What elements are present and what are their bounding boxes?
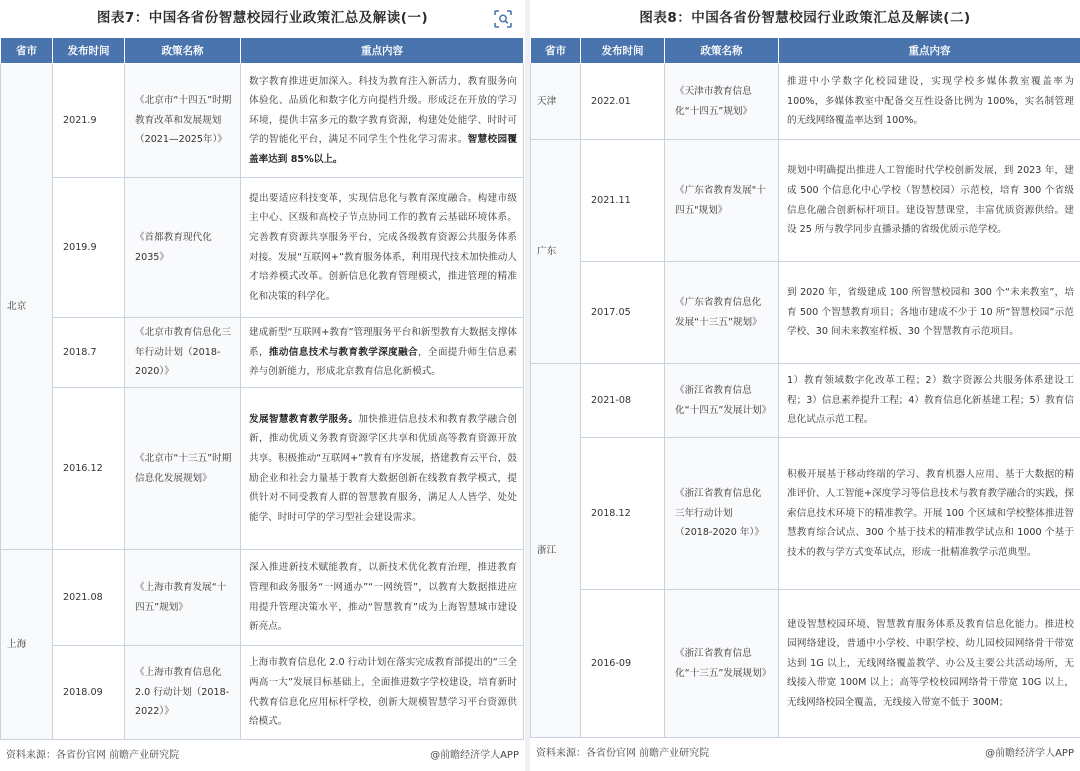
content-highlight: 发展智慧教育教学服务。 [249, 413, 359, 425]
content-cell: 提出要适应科技变革，实现信息化与教育深度融合。构建市级主中心、区级和高校子节点协同工作的教育云基础环境体系。完善教育资源共享服务平台，完成各级教育资源公共服务体系对接。发展“互联网+”教育服务体系，利用现代技术加快推动人才培养模式改革。创新信息化教育管理模式，推进管理的精准化和决策的科学化。 [241, 178, 524, 318]
policy-cell: 《浙江省教育信息化三年行动计划（2018-2020 年）》 [665, 438, 779, 590]
header-policy: 政策名称 [665, 38, 779, 64]
header-province: 省市 [531, 38, 581, 64]
header-policy: 政策名称 [125, 38, 241, 64]
header-content: 重点内容 [241, 38, 524, 64]
province-cell: 北京 [1, 64, 53, 550]
table-row [531, 262, 1080, 364]
right-figure-panel [530, 0, 1080, 771]
policy-cell: 《广东省教育信息化发展“十三五”规划》 [665, 262, 779, 364]
content-cell: 推进中小学数字化校园建设，实现学校多媒体教室覆盖率为 100%，多媒体教室中配备交互性设备比例为 100%，实名制管理的无线网络覆盖率达到 100%。 [779, 64, 1080, 140]
date-cell: 2021.9 [53, 64, 125, 178]
policy-cell: 《上海市教育发展“十四五”规划》 [125, 550, 241, 646]
date-cell: 2017.05 [581, 262, 665, 364]
table-row [1, 178, 524, 318]
brand-label: @前瞻经济学人APP [430, 750, 519, 761]
left-figure-panel [0, 0, 525, 771]
policy-cell: 《上海市教育信息化2.0 行动计划（2018-2022）》 [125, 646, 241, 740]
right-figure-title: 图表8：中国各省份智慧校园行业政策汇总及解读(二) [639, 10, 971, 26]
right-policy-table [530, 37, 1080, 738]
source-note: 资料来源：各省份官网 前瞻产业研究院 [536, 748, 710, 759]
content-cell: 积极开展基于移动终端的学习、教育机器人应用、基于大数据的精准评价、人工智能+深度学习等信息技术与教育教学融合的实践，探索信息技术环境下的精准教学。开展 100 个区域和学校整体推进智慧教育综合试点、300 个基于技术的精准教学试点和 1000 个基于技术的教与学方式变革试点，形成一批精准教学示范典型。 [779, 438, 1080, 590]
policy-cell: 《首都教育现代化2035》 [125, 178, 241, 318]
content-cell: 深入推进新技术赋能教育，以新技术优化教育治理，推进教育管理和政务服务“一网通办”“一网统管”，以教育大数据推进应用提升管理决策水平，推动“智慧教育”成为上海智慧城市建设新亮点。 [241, 550, 524, 646]
brand-label: @前瞻经济学人APP [985, 748, 1074, 759]
date-cell: 2021.08 [53, 550, 125, 646]
date-cell: 2018.12 [581, 438, 665, 590]
content-cell: 规划中明确提出推进人工智能时代学校创新发展，到 2023 年，建成 500 个信息化中心学校（智慧校园）示范校，培育 300 个省级信息化融合创新标杆项目。建设智慧课堂，丰富优质资源供给。建设 25 所与教学同步直播录播的省级优质示范学校。 [779, 140, 1080, 262]
content-text: 建成新型“互联网+教育”管理服务平台和新型教育大数据支撑体系， [249, 327, 517, 358]
header-date: 发布时间 [53, 38, 125, 64]
date-cell: 2016-09 [581, 590, 665, 738]
header-content: 重点内容 [779, 38, 1080, 64]
date-cell: 2018.09 [53, 646, 125, 740]
table-row [531, 64, 1080, 140]
table-header-row [531, 38, 1080, 64]
table-row [531, 364, 1080, 438]
right-footer [530, 741, 1080, 763]
content-highlight: 智慧校园覆盖率达到 85%以上。 [249, 134, 518, 165]
policy-cell: 《北京市“十四五”时期教育改革和发展规划（2021—2025年）》 [125, 64, 241, 178]
policy-cell: 《北京市“十三五”时期信息化发展规划》 [125, 388, 241, 550]
policy-cell: 《广东省教育发展"十四五"规划》 [665, 140, 779, 262]
left-footer [0, 743, 525, 765]
province-cell: 广东 [531, 140, 581, 364]
policy-cell: 《天津市教育信息化“十四五”规划》 [665, 64, 779, 140]
province-cell: 天津 [531, 64, 581, 140]
policy-cell: 《浙江省教育信息化“十三五”发展规划》 [665, 590, 779, 738]
left-policy-table [0, 37, 524, 740]
date-cell: 2021.11 [581, 140, 665, 262]
table-row [1, 550, 524, 646]
content-text: ，全面提升师生信息素养与创新能力，形成北京教育信息化新模式。 [249, 346, 518, 378]
scan-icon[interactable] [493, 9, 513, 29]
header-province: 省市 [1, 38, 53, 64]
table-row [1, 646, 524, 740]
date-cell: 2018.7 [53, 318, 125, 388]
content-cell [241, 318, 524, 388]
header-date: 发布时间 [581, 38, 665, 64]
table-row [1, 64, 524, 178]
date-cell: 2019.9 [53, 178, 125, 318]
content-cell [241, 64, 524, 178]
content-cell: 上海市教育信息化 2.0 行动计划在落实完成教育部提出的“三全两高一大”发展目标基础上，全面推进数字学校建设，培育新时代教育信息化应用标杆学校，创新大规模智慧学习平台资源供给模式。 [241, 646, 524, 740]
table-row [531, 590, 1080, 738]
content-highlight: 推动信息技术与教育教学深度融合 [268, 346, 418, 358]
content-cell: 到 2020 年，省级建成 100 所智慧校园和 300 个“未来教室”，培育 500 个智慧教育项目；各地市建成不少于 10 所“智慧校园”示范学校、30 间未来教室样板、30 个智慧教育示范项目。 [779, 262, 1080, 364]
content-text: 加快推进信息技术和教育教学融合创新，推动优质义务教育资源学区共享和优质高等教育资源开放共享。积极推动“互联网+”教育有序发展，搭建教育云平台，鼓励企业和社会力量基于教育大数据创新在线教育教学模式，提供针对不同受教育人群的智慧教育服务，满足人人皆学、处处能学、时时可学的学习型社会建设需求。 [249, 413, 518, 523]
content-cell [241, 388, 524, 550]
date-cell: 2021-08 [581, 364, 665, 438]
province-cell: 浙江 [531, 364, 581, 738]
table-row [531, 140, 1080, 262]
province-cell: 上海 [1, 550, 53, 740]
source-note: 资料来源：各省份官网 前瞻产业研究院 [6, 750, 180, 761]
policy-cell: 《北京市教育信息化三年行动计划（2018-2020）》 [125, 318, 241, 388]
left-figure-title: 图表7：中国各省份智慧校园行业政策汇总及解读(一) [96, 10, 429, 26]
table-row [1, 318, 524, 388]
date-cell: 2022.01 [581, 64, 665, 140]
content-cell: 建设智慧校园环境、智慧教育服务体系及教育信息化能力。推进校园网络建设，普通中小学校、中职学校、幼儿园校园网络骨干带宽达到 1G 以上，无线网络覆盖教学、办公及主要公共活动场所，无线接入带宽 100M 以上；高等学校校园网络骨干带宽 10G 以上，无线网络校园全覆盖，无线接入带宽不低于 300M； [779, 590, 1080, 738]
content-cell: 1）教育领域数字化改革工程；2）数字资源公共服务体系建设工程；3）信息素养提升工程；4）教育信息化新基建工程；5）教育信息化试点示范工程。 [779, 364, 1080, 438]
policy-cell: 《浙江省教育信息化“十四五”发展计划》 [665, 364, 779, 438]
content-text: 数字教育推进更加深入。科技为教育注入新活力，教育服务向体验化、品质化和数字化方向提档升级。形成泛在开放的学习环境，提供丰富多元的数字教育资源，构建处处能学、时时可学的智能化平台，满足不同学生个性化学习需求。 [249, 75, 517, 146]
date-cell: 2016.12 [53, 388, 125, 550]
table-header-row [1, 38, 524, 64]
table-row [531, 438, 1080, 590]
table-row [1, 388, 524, 550]
